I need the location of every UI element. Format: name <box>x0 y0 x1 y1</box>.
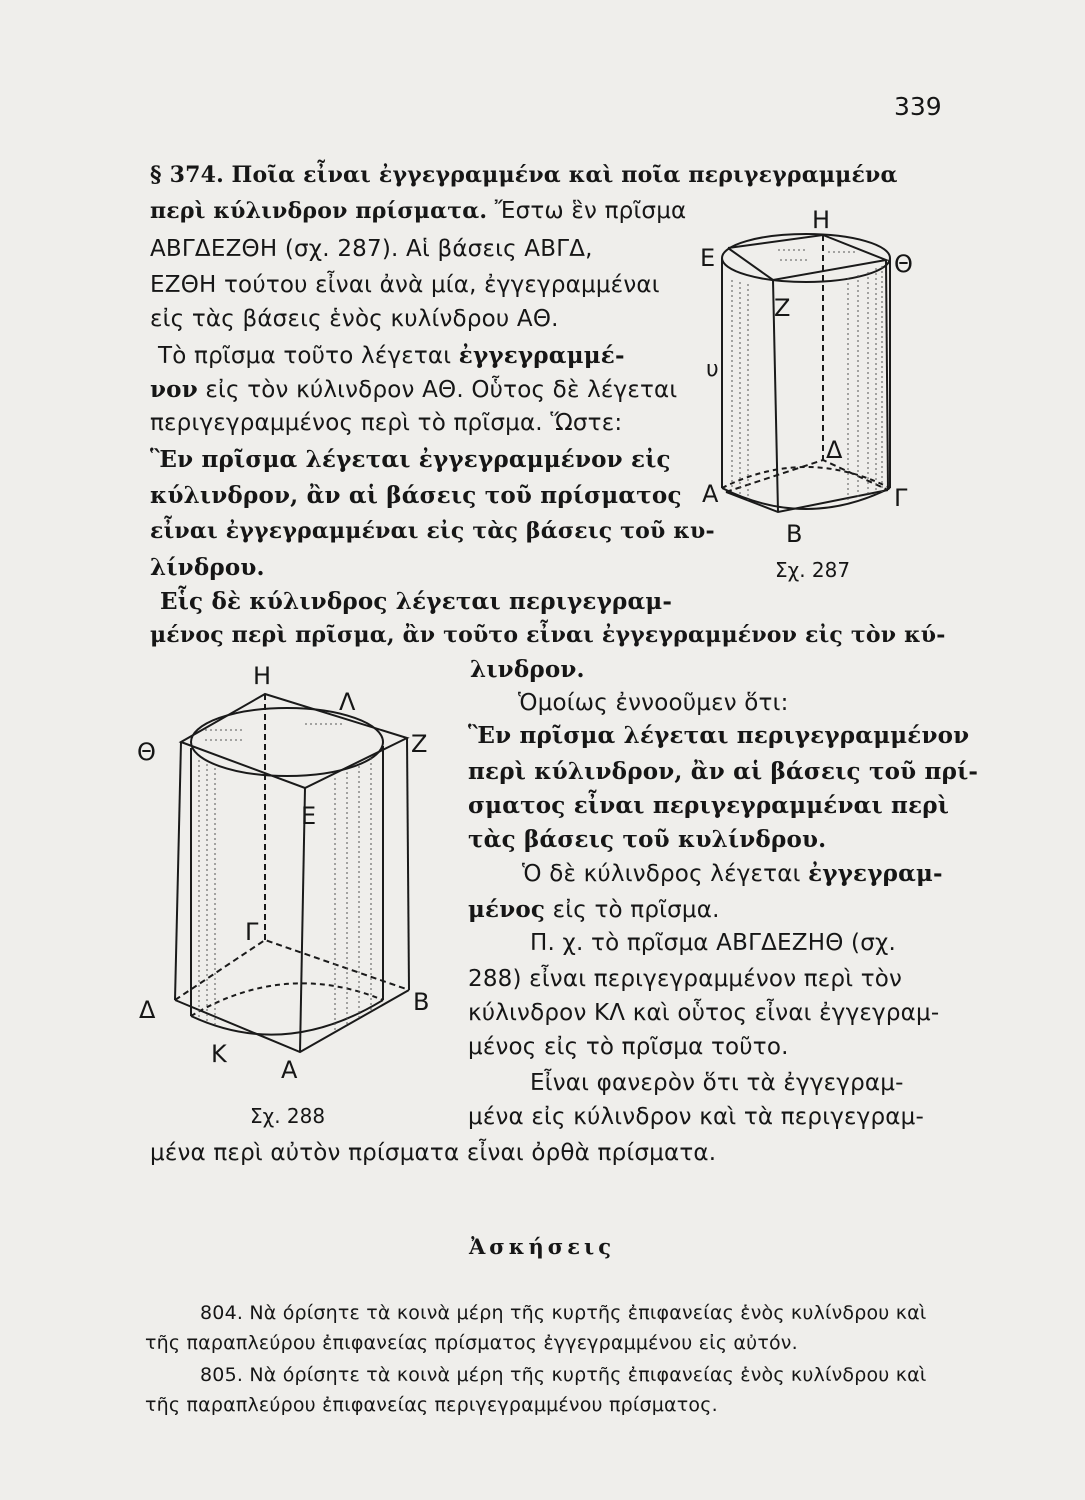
section-heading-line <box>150 162 898 188</box>
label-A: Α <box>702 480 719 508</box>
text-line: μένα περὶ αὐτὸν πρίσματα εἶναι ὀρθὰ πρίσματα. <box>150 1140 717 1166</box>
text-line: μένα εἰς κύλινδρον καὶ τὰ περιγεγραμ- <box>468 1104 924 1130</box>
label-D: Δ <box>139 996 156 1024</box>
text-span: Ὁ δὲ κύλινδρος λέγεται <box>522 861 809 887</box>
term-bold: ἐγγεγραμμέ- <box>458 342 625 369</box>
text-span: Τὸ πρῖσμα τοῦτο λέγεται <box>158 343 459 369</box>
shading-hatch <box>732 250 882 500</box>
definition-line: κύλινδρον, ἂν αἱ βάσεις τοῦ πρίσματος <box>150 482 682 509</box>
definition-line: Εἷς δὲ κύλινδρος λέγεται περιγεγραμ- <box>160 588 673 615</box>
figure-288-caption: Σχ. 288 <box>250 1104 326 1128</box>
text-line: 288) εἶναι περιγεγραμμένον περὶ τὸν <box>468 966 903 992</box>
label-H: Η <box>253 662 272 690</box>
label-Theta: Θ <box>894 250 913 278</box>
prism-edge-right <box>407 738 409 990</box>
text-span: Ἔστω ἓν πρῖσμα <box>487 198 687 224</box>
text-span: εἰς τὸ πρῖσμα. <box>545 897 720 923</box>
label-Z: Ζ <box>774 294 791 322</box>
cylinder-bottom-front <box>191 1000 383 1035</box>
text-line: περιγεγραμμένος περὶ τὸ πρῖσμα. Ὥστε: <box>150 410 623 436</box>
text-line: Π. χ. τὸ πρῖσμα ΑΒΓΔΕΖΗΘ (σχ. <box>530 930 896 956</box>
prism-edge-left <box>175 742 181 1000</box>
text-line: μένος εἰς τὸ πρῖσμα τοῦτο. <box>468 1034 789 1060</box>
label-u: υ <box>706 357 719 382</box>
text-line <box>158 342 625 369</box>
exercise-804-line: τῆς παραπλεύρου ἐπιφανείας πρίσματος ἐγγεγραμμένου εἰς αὐτόν. <box>145 1332 798 1354</box>
text-line: Εἶναι φανερὸν ὅτι τὰ ἐγγεγραμ- <box>530 1070 904 1096</box>
shading-hatch <box>199 724 371 1032</box>
exercise-804-line: 804. Νὰ όρίσητε τὰ κοινὰ μέρη τῆς κυρτῆς ἐπιφανείας ἑνὸς κυλίνδρου καὶ <box>200 1302 927 1324</box>
definition-line: τὰς βάσεις τοῦ κυλίνδρου. <box>468 826 827 853</box>
text-line <box>150 198 686 224</box>
text-line: κύλινδρον ΚΛ καὶ οὗτος εἶναι ἐγγεγραμ- <box>468 1000 940 1026</box>
label-E: Ε <box>301 802 317 830</box>
exercises-heading: Ἀσκήσεις <box>469 1234 615 1259</box>
text-line <box>150 376 677 403</box>
definition-line: εἶναι ἐγγεγραμμέναι εἰς τὰς βάσεις τοῦ κυ- <box>150 518 715 544</box>
figure-288 <box>135 660 445 1080</box>
term-bold: ἐγγεγραμ- <box>808 860 943 887</box>
term-bold: νον <box>150 376 198 403</box>
label-Z: Ζ <box>411 730 428 758</box>
figure-287 <box>698 200 928 545</box>
text-line <box>522 860 943 887</box>
text-line: Ὁμοίως ἐννοοῦμεν ὅτι: <box>518 690 789 716</box>
definition-line: μένος περὶ πρῖσμα, ἂν τοῦτο εἶναι ἐγγεγραμμένον εἰς τὸν κύ- <box>150 622 946 648</box>
label-K: Κ <box>211 1040 227 1068</box>
cylinder-top-ellipse <box>191 708 383 776</box>
prism-edge-right <box>886 260 888 490</box>
exercise-805-line: 805. Νὰ όρίσητε τὰ κοινὰ μέρη τῆς κυρτῆς ἐπιφανείας ἑνὸς κυλίνδρου καὶ <box>200 1364 927 1386</box>
label-L: Λ <box>339 688 356 716</box>
text-line <box>468 896 720 923</box>
prism-bottom-back <box>175 940 409 1000</box>
definition-line: λινδρον. <box>470 656 585 683</box>
text-line: εἰς τὰς βάσεις ἑνὸς κυλίνδρου ΑΘ. <box>150 306 559 332</box>
term-bold: μένος <box>468 896 546 923</box>
definition-line: Ἓν πρῖσμα λέγεται ἐγγεγραμμένον εἰς <box>150 446 671 473</box>
label-E: Ε <box>700 244 716 272</box>
definition-line: Ἓν πρῖσμα λέγεται περιγεγραμμένον <box>468 722 970 749</box>
section-number: § 374. <box>150 162 224 188</box>
label-B: Β <box>786 520 803 545</box>
text-line: ΕΖΘΗ τούτου εἶναι ἀνὰ μία, ἐγγεγραμμέναι <box>150 272 660 298</box>
label-G: Γ <box>894 484 908 512</box>
text-line: ΑΒΓΔΕΖΘΗ (σχ. 287). Αἱ βάσεις ΑΒΓΔ, <box>150 236 593 262</box>
cylinder-bottom-back <box>191 983 383 1016</box>
label-A: Α <box>281 1056 298 1080</box>
figure-287-caption: Σχ. 287 <box>775 558 851 582</box>
definition-line: λίνδρου. <box>150 554 265 581</box>
exercise-805-line: τῆς παραπλεύρου ἐπιφανείας περιγεγραμμένου πρίσματος. <box>145 1394 718 1416</box>
section-title-cont: περὶ κύλινδρον πρίσματα. <box>150 198 488 224</box>
text-span: εἰς τὸν κύλινδρον ΑΘ. Οὗτος δὲ λέγεται <box>197 377 678 403</box>
section-title: Ποῖα εἶναι ἐγγεγραμμένα καὶ ποῖα περιγεγραμμένα <box>231 162 898 188</box>
label-B: Β <box>413 988 430 1016</box>
label-G: Γ <box>245 918 259 946</box>
label-Delta: Δ <box>826 436 843 464</box>
label-H: Η <box>812 206 831 234</box>
prism-top-base <box>728 235 886 280</box>
definition-line: σματος εἶναι περιγεγραμμέναι περὶ <box>468 792 950 819</box>
label-Theta: Θ <box>137 738 156 766</box>
definition-line: περὶ κύλινδρον, ἂν αἱ βάσεις τοῦ πρί- <box>468 758 979 785</box>
page-number: 339 <box>894 92 942 121</box>
